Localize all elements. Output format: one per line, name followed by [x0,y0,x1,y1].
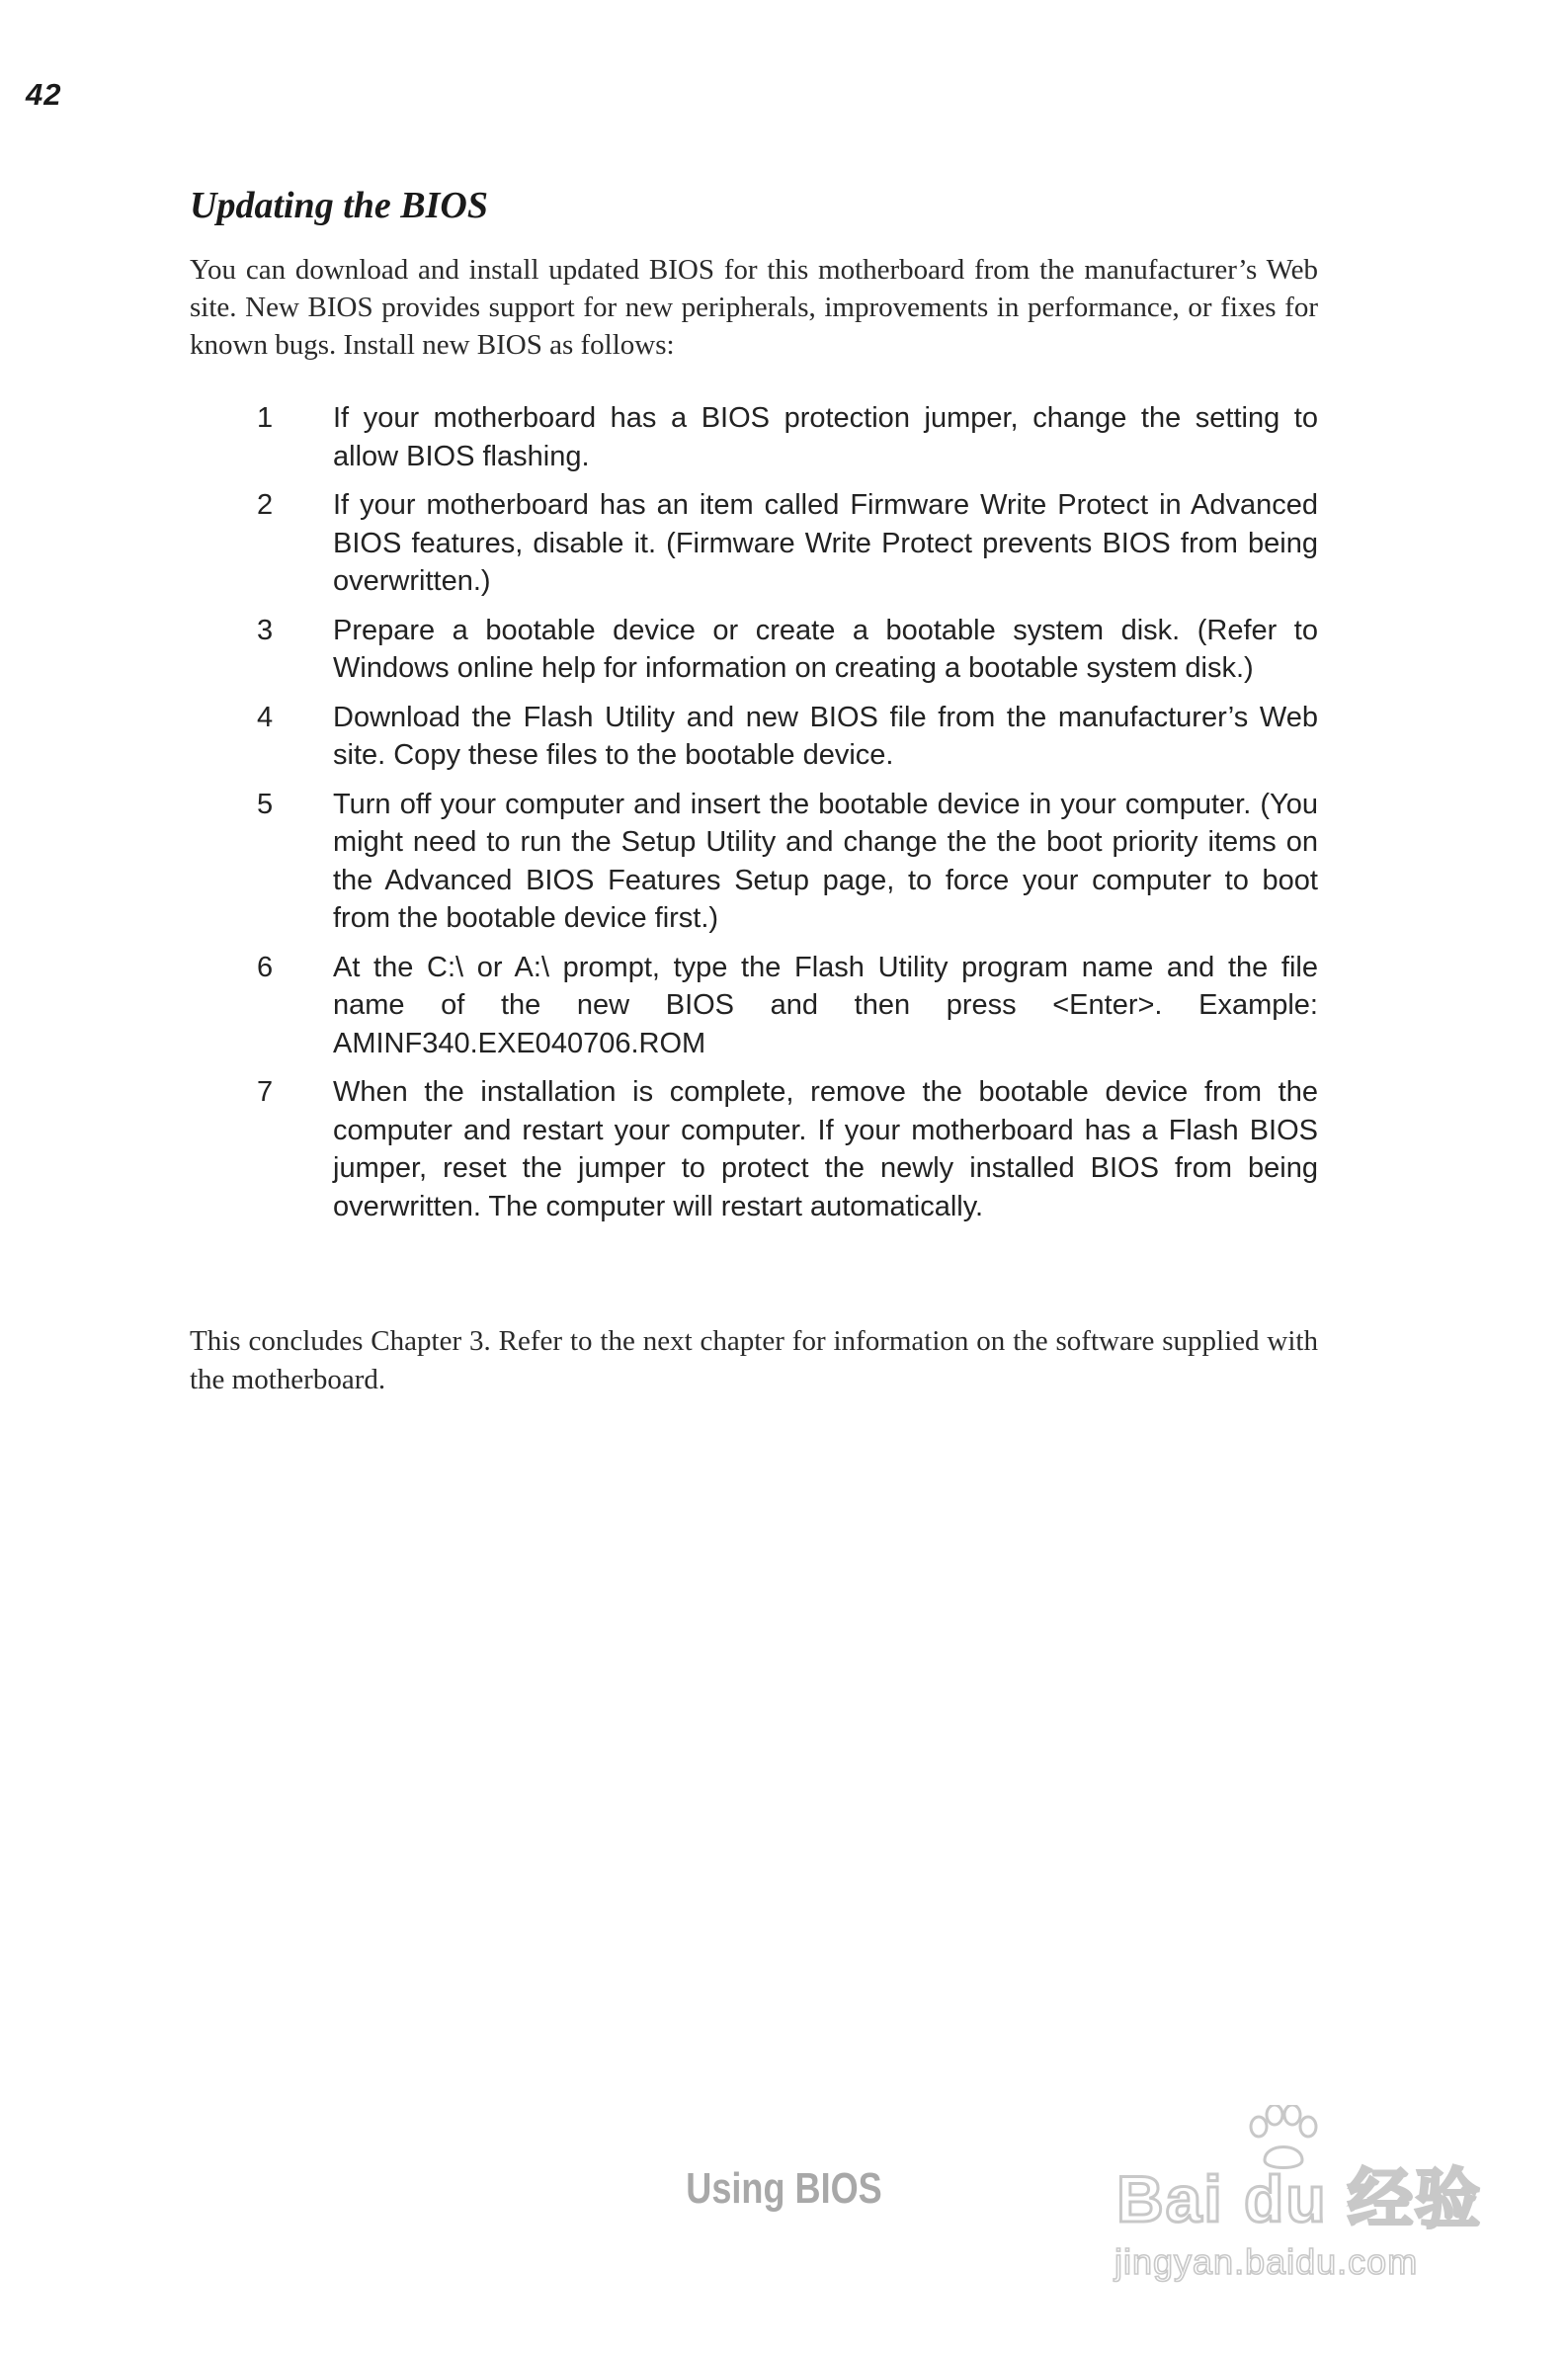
list-item [190,786,1318,938]
step-number: 6 [257,951,274,983]
list-item [190,399,1318,475]
step-number: 7 [257,1076,274,1108]
list-item [190,949,1318,1063]
intro-paragraph: You can download and install updated BIOS for this motherboard from the manufacturer’s Web site. New BIOS provides support for new peripherals, improvements in performance, or fixes for known bugs. Install new BIOS as follows: [190,254,1318,361]
page-number: 42 [26,77,62,112]
step-text: Download the Flash Utility and new BIOS file from the manufacturer’s Web site. Copy these files to the bootable device. [333,701,1318,771]
conclusion-paragraph: This concludes Chapter 3. Refer to the next chapter for information on the software supplied with the motherboard. [190,1325,1318,1395]
step-number: 5 [257,788,274,820]
list-item [190,699,1318,775]
step-text: Prepare a bootable device or create a bootable system disk. (Refer to Windows online help for information on creating a bootable system disk.) [333,614,1318,684]
watermark-brand: Bai du 经验 [1116,2162,1483,2235]
step-text: When the installation is complete, remove the bootable device from the computer and restart your computer. If your motherboard has a Flash BIOS jumper, reset the jumper to protect the newly installed BIOS from being overwritten. The computer will restart automatically. [333,1076,1318,1222]
step-text: If your motherboard has an item called Firmware Write Protect in Advanced BIOS features, disable it. (Firmware Write Protect prevents BIOS from being overwritten.) [333,489,1318,597]
list-item [190,486,1318,601]
list-item [190,1073,1318,1225]
step-text: At the C:\ or A:\ prompt, type the Flash Utility program name and the file name of the new BIOS and then press <Enter>. Example: AMINF340.EXE040706.ROM [333,951,1318,1059]
section-title: Updating the BIOS [190,185,488,226]
step-text: Turn off your computer and insert the bootable device in your computer. (You might need to run the Setup Utility and change the the boot priority items on the Advanced BIOS Features Setup page, to force your computer to boot from the bootable device first.) [333,788,1318,934]
watermark [1105,2105,1520,2293]
step-number: 4 [257,701,274,733]
document-body [190,184,1318,1399]
footer-chapter-title: Using BIOS [686,2164,882,2213]
watermark-url: jingyan.baidu.com [1114,2241,1419,2282]
step-number: 2 [257,489,274,521]
list-item [190,612,1318,688]
step-text: If your motherboard has a BIOS protection jumper, change the setting to allow BIOS flashing. [333,402,1318,472]
steps-list [190,399,1318,1225]
step-number: 3 [257,614,274,646]
step-number: 1 [257,402,274,434]
